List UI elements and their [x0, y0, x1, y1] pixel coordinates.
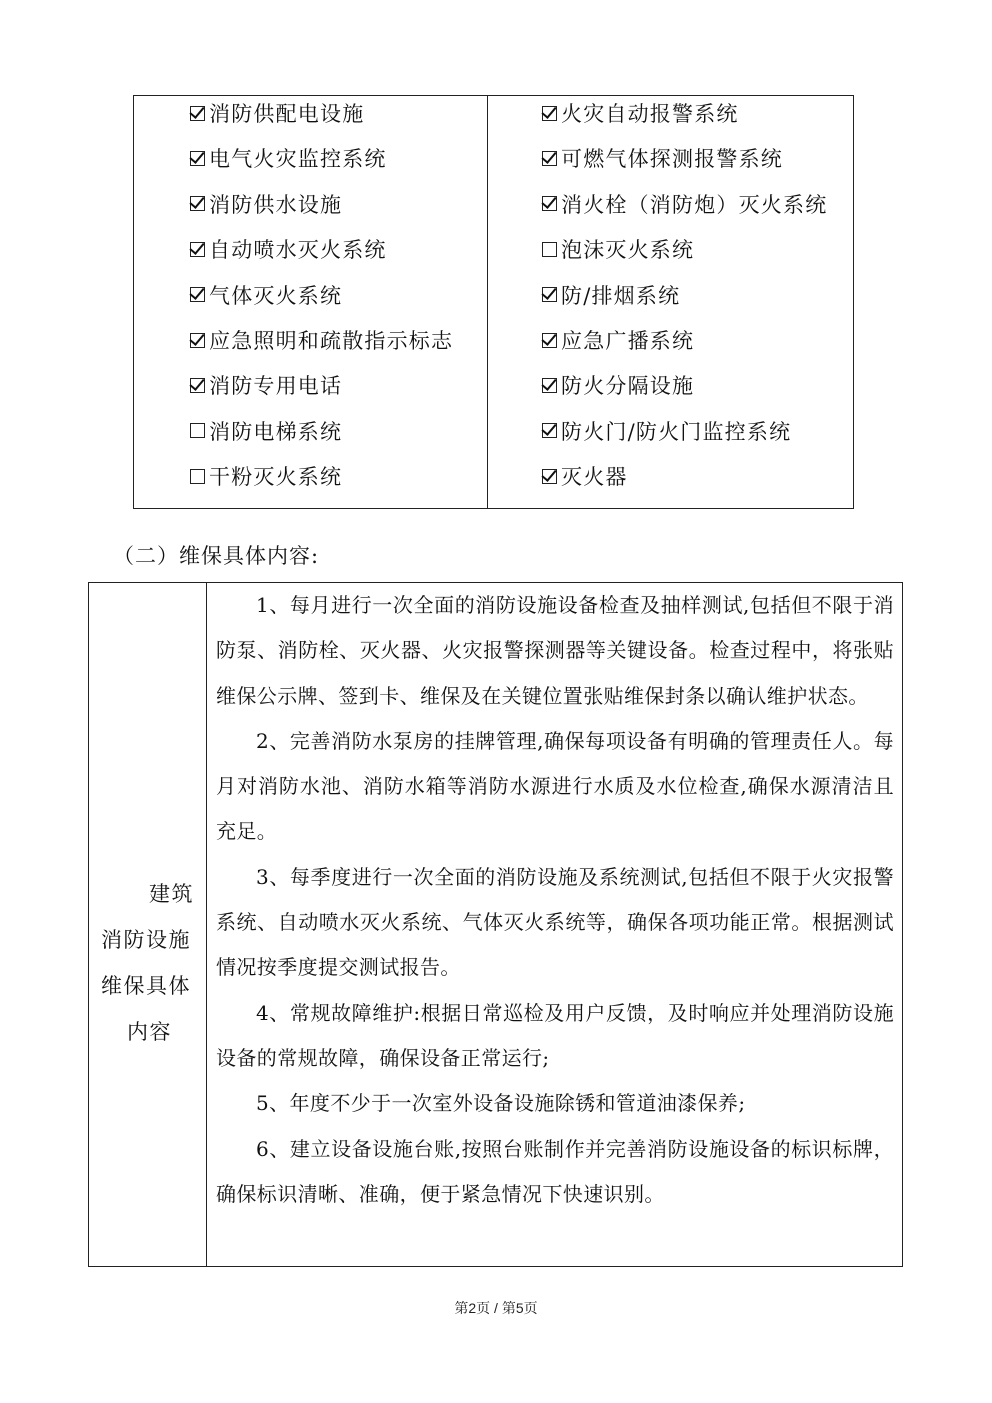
- checklist-item: [190, 280, 342, 310]
- checklist-item-label: 可燃气体探测报警系统: [561, 147, 783, 172]
- checked-box-icon: [190, 196, 205, 211]
- checked-box-icon: [542, 106, 557, 121]
- unchecked-box-icon: [190, 469, 205, 484]
- checklist-item-label: 自动喷水灭火系统: [209, 238, 387, 263]
- checklist-item: [542, 234, 694, 264]
- checked-box-icon: [542, 469, 557, 484]
- unchecked-box-icon: [542, 242, 557, 257]
- checklist-item-label: 应急广播系统: [561, 329, 695, 353]
- checked-box-icon: [542, 423, 557, 438]
- checklist-item: [190, 234, 387, 264]
- checklist-item-label: 消防电梯系统: [209, 419, 343, 444]
- column-divider: [487, 96, 488, 508]
- checklist-item: [542, 416, 791, 446]
- checked-box-icon: [190, 151, 205, 166]
- row-label-line: 建筑: [149, 882, 194, 906]
- content-paragraph: 4、常规故障维护:根据日常巡检及用户反馈，及时响应并处理消防设施设备的常规故障，确保设备正常运行;: [216, 1000, 894, 1070]
- section-heading: （二）维保具体内容:: [113, 544, 320, 568]
- checklist-item: [190, 416, 342, 446]
- content-paragraph: 5、年度不少于一次室外设备设施除锈和管道油漆保养;: [256, 1091, 746, 1116]
- content-paragraph: 2、完善消防水泵房的挂牌管理,确保每项设备有明确的管理责任人。每月对消防水池、消防水箱等消防水源进行水质及水位检查,确保水源清洁且充足。: [216, 728, 894, 844]
- checklist-item-label: 防火门/防火门监控系统: [561, 419, 792, 444]
- checklist-item-label: 防火分隔设施: [561, 374, 695, 399]
- checklist-item-label: 火灾自动报警系统: [561, 102, 739, 126]
- row-label: [89, 871, 206, 1055]
- unchecked-box-icon: [190, 423, 205, 438]
- checked-box-icon: [190, 378, 205, 393]
- checklist-item: [542, 280, 680, 310]
- checklist-item-label: 消防供配电设施: [209, 102, 365, 126]
- row-label-line: 内容: [127, 1020, 172, 1044]
- checklist-item-label: 消防专用电话: [209, 374, 343, 399]
- checklist-item: [542, 325, 694, 355]
- checklist-item-label: 气体灭火系统: [209, 283, 343, 308]
- page-footer: 第2页 / 第5页: [454, 1300, 538, 1316]
- checklist-item: [190, 98, 364, 128]
- content-body: [216, 583, 894, 1217]
- checklist-item: [190, 189, 342, 219]
- content-paragraph: 3、每季度进行一次全面的消防设施及系统测试,包括但不限于火灾报警系统、自动喷水灭火系统、气体灭火系统等，确保各项功能正常。根据测试情况按季度提交测试报告。: [216, 864, 894, 980]
- column-divider: [206, 583, 207, 1266]
- checklist-item-label: 干粉灭火系统: [209, 465, 343, 490]
- checklist-item: [190, 370, 342, 400]
- row-label-line: 消防设施: [101, 928, 191, 952]
- fire-facility-checklist-table: [133, 95, 854, 509]
- maintenance-content-table: [88, 582, 903, 1267]
- checked-box-icon: [542, 333, 557, 348]
- checklist-item-label: 灭火器: [561, 465, 628, 490]
- checklist-item: [190, 325, 453, 355]
- row-label-line: 维保具体: [101, 974, 191, 998]
- checklist-item: [190, 143, 387, 173]
- checked-box-icon: [542, 196, 557, 211]
- checked-box-icon: [190, 242, 205, 257]
- checklist-item-label: 消防供水设施: [209, 192, 343, 217]
- checked-box-icon: [542, 378, 557, 393]
- checklist-item: [542, 189, 827, 219]
- content-paragraph: 6、建立设备设施台账,按照台账制作并完善消防设施设备的标识标牌，确保标识清晰、准确，便于紧急情况下快速识别。: [216, 1136, 894, 1206]
- checklist-item-label: 防/排烟系统: [561, 283, 681, 308]
- checklist-item: [542, 98, 739, 128]
- checked-box-icon: [542, 287, 557, 302]
- checklist-item: [190, 461, 342, 491]
- checklist-item-label: 泡沫灭火系统: [561, 238, 695, 263]
- checklist-item: [542, 461, 628, 491]
- checklist-item-label: 应急照明和疏散指示标志: [209, 329, 454, 353]
- checked-box-icon: [542, 151, 557, 166]
- content-paragraph: 1、每月进行一次全面的消防设施设备检查及抽样测试,包括但不限于消防泵、消防栓、灭火器、火灾报警探测器等关键设备。检查过程中，将张贴维保公示牌、签到卡、维保及在关键位置张贴维保封条以确认维护状态。: [216, 593, 894, 708]
- checked-box-icon: [190, 287, 205, 302]
- checked-box-icon: [190, 106, 205, 121]
- checked-box-icon: [190, 333, 205, 348]
- checklist-item: [542, 370, 694, 400]
- checklist-item-label: 消火栓（消防炮）灭火系统: [561, 192, 828, 217]
- checklist-item: [542, 143, 783, 173]
- checklist-item-label: 电气火灾监控系统: [209, 147, 387, 172]
